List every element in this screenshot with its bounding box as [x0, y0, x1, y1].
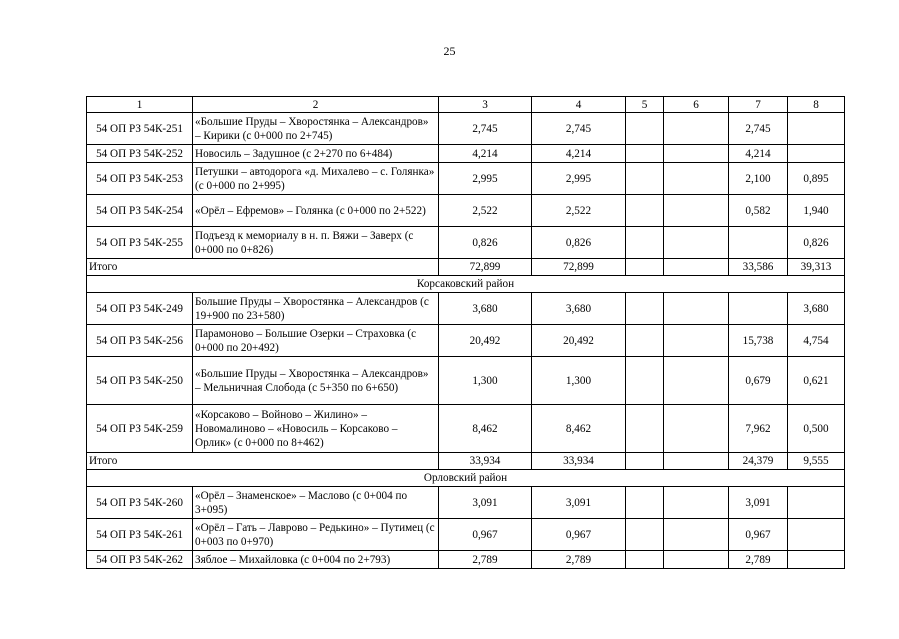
value-c5: [626, 195, 664, 227]
district-row: [87, 276, 845, 293]
column-header: 2: [193, 97, 439, 113]
road-name: «Корсаково – Войново – Жилино» – Новомалиново – «Новосиль – Корсаково – Орлик» (с 0+000 по 8+462): [193, 405, 439, 453]
total-c5: [626, 453, 664, 470]
value-c7: 7,962: [729, 405, 788, 453]
road-code: 54 ОП РЗ 54К-259: [87, 405, 193, 453]
value-c6: [664, 195, 729, 227]
value-c6: [664, 163, 729, 195]
value-c8: [788, 113, 845, 145]
value-c8: 0,500: [788, 405, 845, 453]
value-c4: 2,995: [532, 163, 626, 195]
total-c6: [664, 453, 729, 470]
value-c3: 4,214: [439, 145, 532, 163]
road-code: 54 ОП РЗ 54К-253: [87, 163, 193, 195]
table-body: [87, 97, 845, 569]
value-c3: 8,462: [439, 405, 532, 453]
value-c4: 0,826: [532, 227, 626, 259]
road-name: «Орёл – Знаменское» – Маслово (с 0+004 по 3+095): [193, 487, 439, 519]
table-row: [87, 227, 845, 259]
value-c3: 2,995: [439, 163, 532, 195]
value-c3: 2,789: [439, 551, 532, 569]
table-row: [87, 325, 845, 357]
road-code: 54 ОП РЗ 54К-262: [87, 551, 193, 569]
road-name: Новосиль – Задушное (с 2+270 по 6+484): [193, 145, 439, 163]
table-row: [87, 405, 845, 453]
value-c5: [626, 293, 664, 325]
table-row: [87, 519, 845, 551]
value-c8: 0,621: [788, 357, 845, 405]
value-c6: [664, 551, 729, 569]
total-c3: 72,899: [439, 259, 532, 276]
total-label: Итого: [87, 259, 439, 276]
value-c8: 0,895: [788, 163, 845, 195]
road-code: 54 ОП РЗ 54К-260: [87, 487, 193, 519]
district-row: [87, 470, 845, 487]
value-c8: [788, 145, 845, 163]
total-row: [87, 259, 845, 276]
roads-table: [86, 96, 845, 569]
value-c7: 0,582: [729, 195, 788, 227]
road-name: «Орёл – Ефремов» – Голянка (с 0+000 по 2+522): [193, 195, 439, 227]
road-name: «Орёл – Гать – Лаврово – Редькино» – Путимец (с 0+003 по 0+970): [193, 519, 439, 551]
value-c7: 15,738: [729, 325, 788, 357]
table-row: [87, 551, 845, 569]
total-c7: 33,586: [729, 259, 788, 276]
value-c5: [626, 113, 664, 145]
road-name: «Большие Пруды – Хворостянка – Александров» – Мельничная Слобода (с 5+350 по 6+650): [193, 357, 439, 405]
value-c6: [664, 325, 729, 357]
total-label: Итого: [87, 453, 439, 470]
value-c5: [626, 357, 664, 405]
total-c8: 39,313: [788, 259, 845, 276]
value-c7: [729, 293, 788, 325]
value-c4: 0,967: [532, 519, 626, 551]
column-header: 5: [626, 97, 664, 113]
value-c5: [626, 551, 664, 569]
value-c3: 2,522: [439, 195, 532, 227]
road-code: 54 ОП РЗ 54К-252: [87, 145, 193, 163]
table-row: [87, 113, 845, 145]
value-c8: 1,940: [788, 195, 845, 227]
road-name: Большие Пруды – Хворостянка – Александров (с 19+900 по 23+580): [193, 293, 439, 325]
value-c3: 1,300: [439, 357, 532, 405]
value-c7: 2,789: [729, 551, 788, 569]
value-c7: 0,679: [729, 357, 788, 405]
road-code: 54 ОП РЗ 54К-255: [87, 227, 193, 259]
total-c4: 33,934: [532, 453, 626, 470]
road-name: Зяблое – Михайловка (с 0+004 по 2+793): [193, 551, 439, 569]
value-c4: 1,300: [532, 357, 626, 405]
total-c7: 24,379: [729, 453, 788, 470]
value-c7: 2,100: [729, 163, 788, 195]
table-row: [87, 487, 845, 519]
value-c3: 0,967: [439, 519, 532, 551]
road-code: 54 ОП РЗ 54К-261: [87, 519, 193, 551]
table-row: [87, 357, 845, 405]
value-c5: [626, 163, 664, 195]
total-row: [87, 453, 845, 470]
road-name: «Большие Пруды – Хворостянка – Александров» – Кирики (с 0+000 по 2+745): [193, 113, 439, 145]
column-header: 6: [664, 97, 729, 113]
value-c8: [788, 519, 845, 551]
value-c3: 3,680: [439, 293, 532, 325]
value-c7: 3,091: [729, 487, 788, 519]
road-name: Подъезд к мемориалу в н. п. Вяжи – Заверх (с 0+000 по 0+826): [193, 227, 439, 259]
value-c6: [664, 357, 729, 405]
value-c4: 2,789: [532, 551, 626, 569]
road-code: 54 ОП РЗ 54К-250: [87, 357, 193, 405]
page-number: 25: [443, 44, 456, 58]
table-row: [87, 293, 845, 325]
value-c6: [664, 145, 729, 163]
value-c6: [664, 227, 729, 259]
value-c4: 3,091: [532, 487, 626, 519]
value-c4: 8,462: [532, 405, 626, 453]
column-header: 4: [532, 97, 626, 113]
road-name: Парамоново – Большие Озерки – Страховка (с 0+000 по 20+492): [193, 325, 439, 357]
value-c7: 4,214: [729, 145, 788, 163]
value-c5: [626, 145, 664, 163]
value-c3: 3,091: [439, 487, 532, 519]
value-c6: [664, 519, 729, 551]
value-c7: [729, 227, 788, 259]
road-code: 54 ОП РЗ 54К-249: [87, 293, 193, 325]
value-c3: 20,492: [439, 325, 532, 357]
total-c4: 72,899: [532, 259, 626, 276]
total-c3: 33,934: [439, 453, 532, 470]
column-header: 7: [729, 97, 788, 113]
column-header: 1: [87, 97, 193, 113]
value-c8: [788, 487, 845, 519]
value-c4: 20,492: [532, 325, 626, 357]
value-c4: 2,745: [532, 113, 626, 145]
value-c5: [626, 487, 664, 519]
value-c4: 4,214: [532, 145, 626, 163]
value-c6: [664, 405, 729, 453]
value-c8: [788, 551, 845, 569]
value-c4: 2,522: [532, 195, 626, 227]
total-c6: [664, 259, 729, 276]
column-header: 3: [439, 97, 532, 113]
value-c5: [626, 325, 664, 357]
road-code: 54 ОП РЗ 54К-254: [87, 195, 193, 227]
value-c8: 3,680: [788, 293, 845, 325]
value-c6: [664, 293, 729, 325]
value-c7: 0,967: [729, 519, 788, 551]
column-header: 8: [788, 97, 845, 113]
value-c7: 2,745: [729, 113, 788, 145]
total-c5: [626, 259, 664, 276]
value-c3: 2,745: [439, 113, 532, 145]
value-c5: [626, 405, 664, 453]
value-c5: [626, 519, 664, 551]
district-name: Корсаковский район: [87, 276, 845, 293]
value-c4: 3,680: [532, 293, 626, 325]
district-name: Орловский район: [87, 470, 845, 487]
table-row: [87, 195, 845, 227]
value-c3: 0,826: [439, 227, 532, 259]
road-code: 54 ОП РЗ 54К-256: [87, 325, 193, 357]
table-row: [87, 163, 845, 195]
value-c6: [664, 487, 729, 519]
value-c6: [664, 113, 729, 145]
header-row: [87, 97, 845, 113]
road-code: 54 ОП РЗ 54К-251: [87, 113, 193, 145]
road-name: Петушки – автодорога «д. Михалево – с. Голянка» (с 0+000 по 2+995): [193, 163, 439, 195]
total-c8: 9,555: [788, 453, 845, 470]
value-c8: 4,754: [788, 325, 845, 357]
table-row: [87, 145, 845, 163]
value-c5: [626, 227, 664, 259]
value-c8: 0,826: [788, 227, 845, 259]
